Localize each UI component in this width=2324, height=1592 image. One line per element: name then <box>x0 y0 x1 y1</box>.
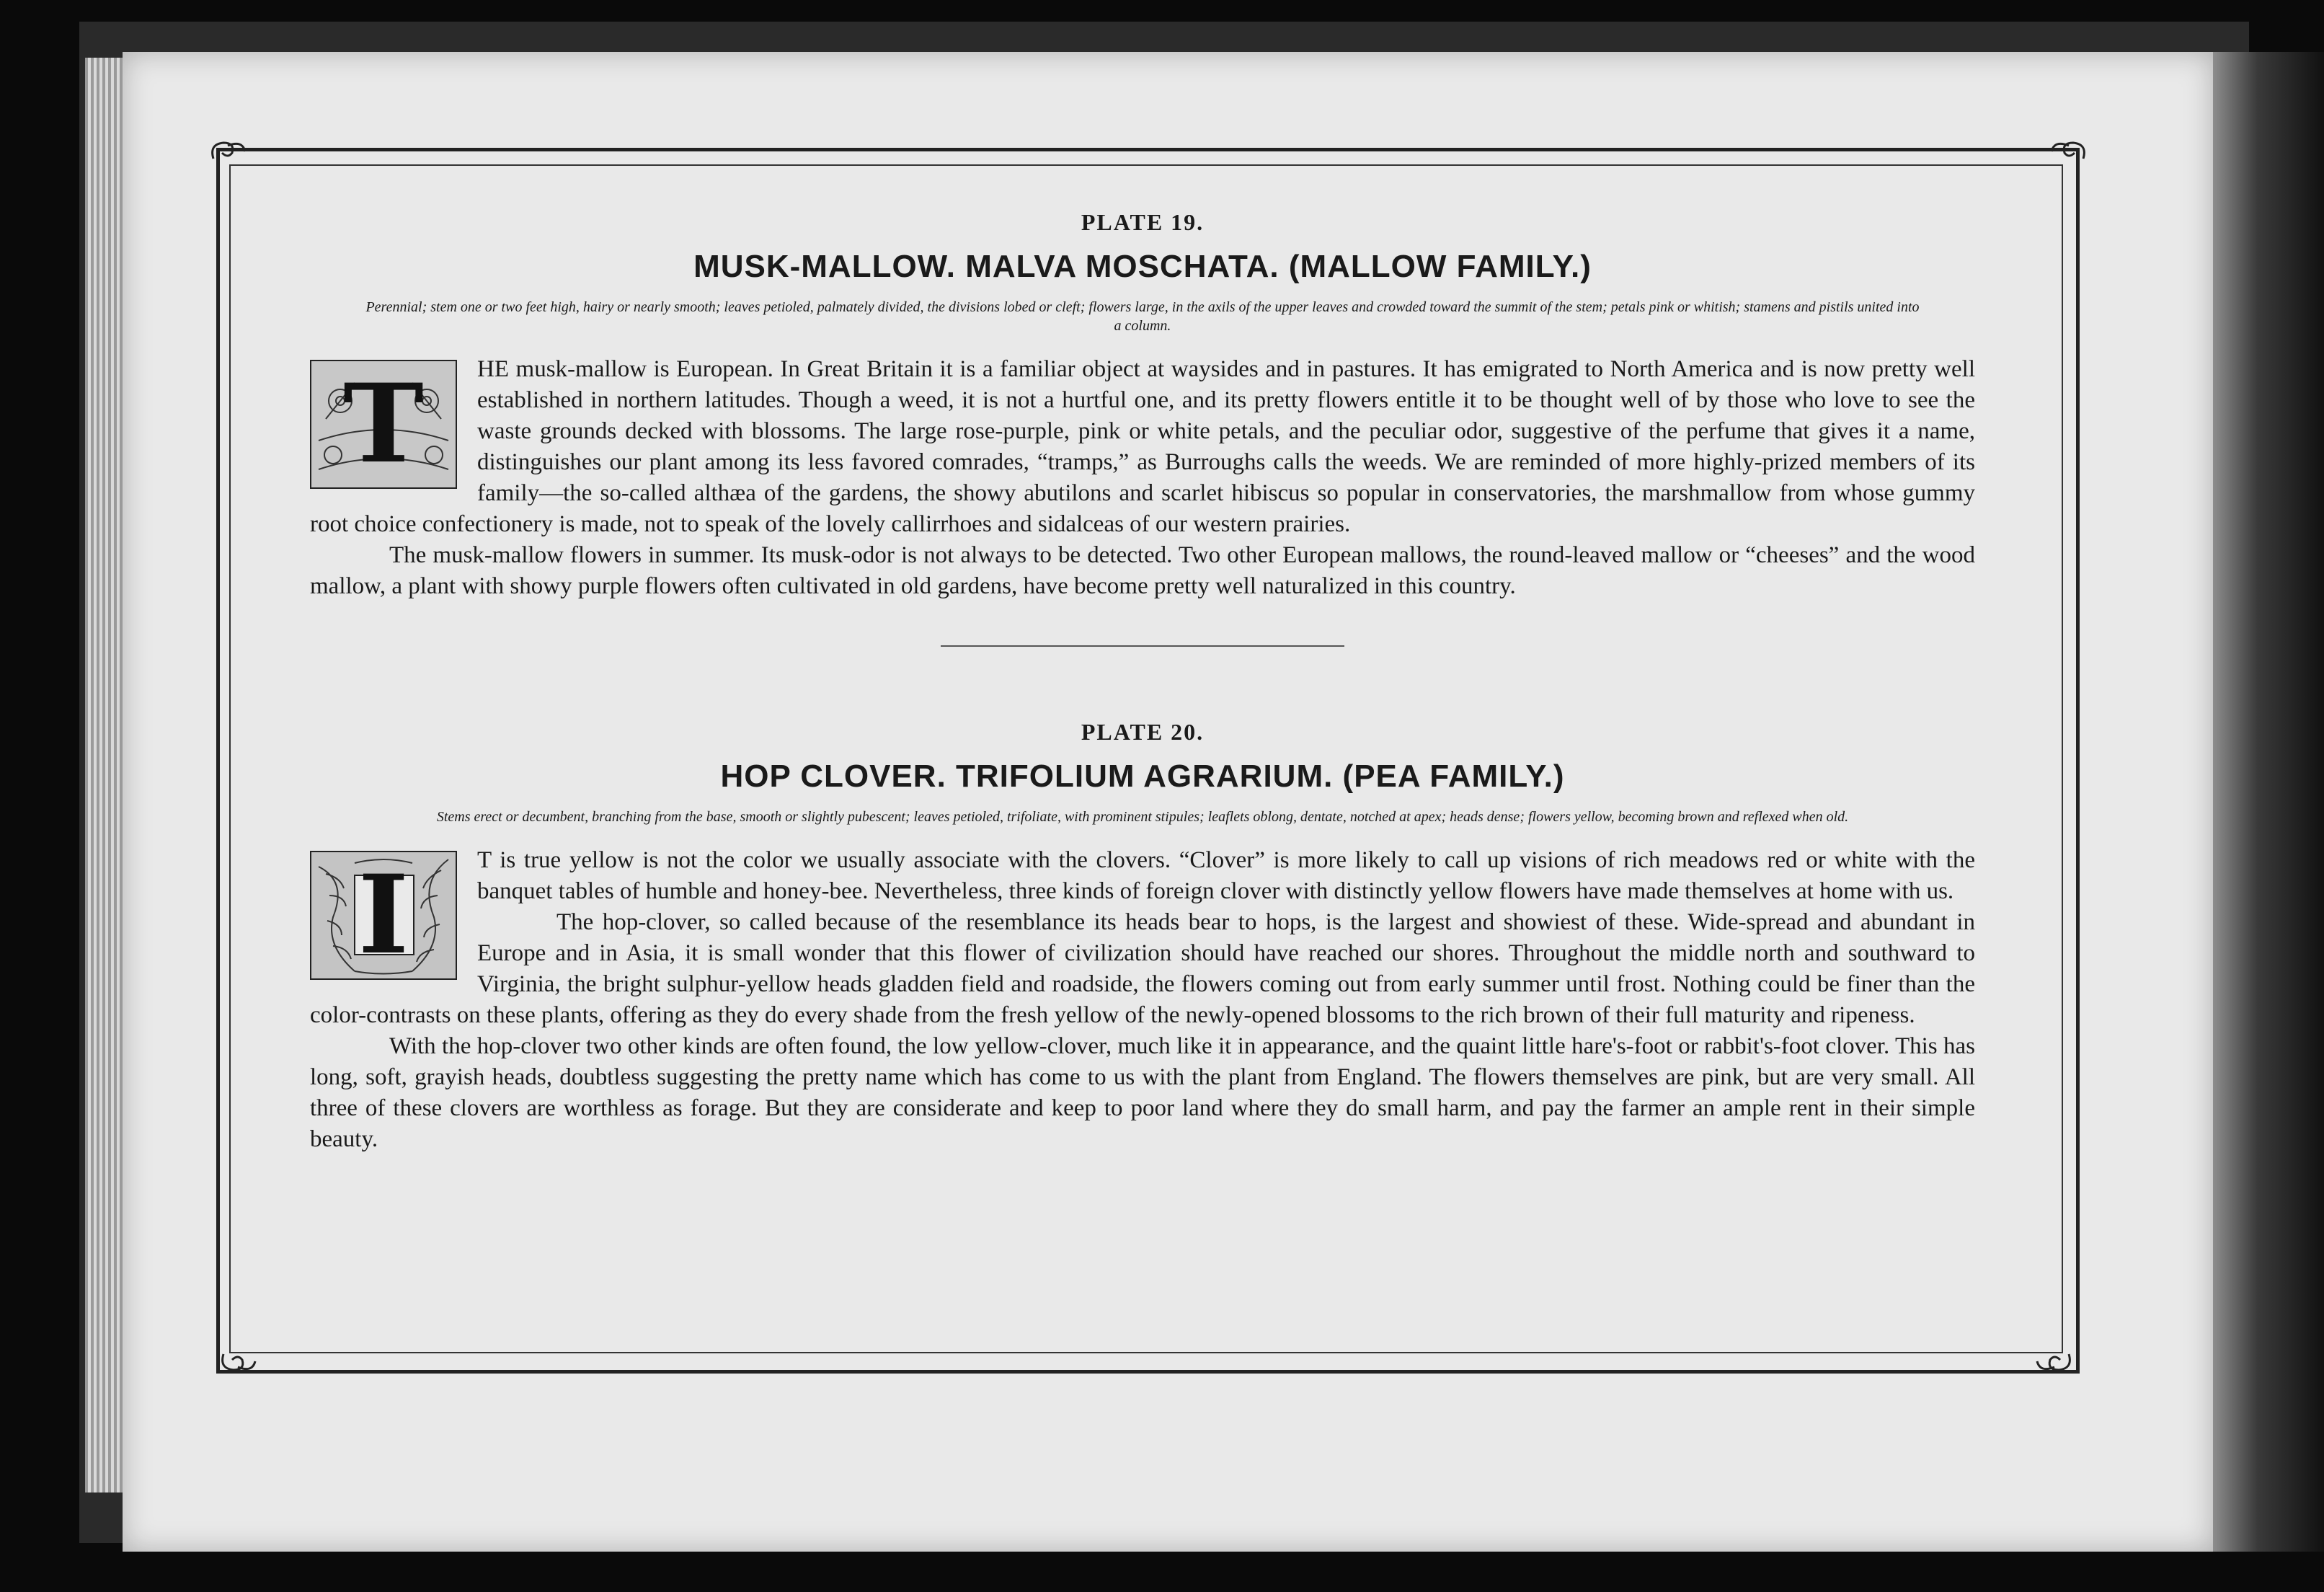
plate-title: HOP CLOVER. TRIFOLIUM AGRARIUM. (PEA FAMILY.) <box>720 759 1565 794</box>
paragraph: With the hop-clover two other kinds are often found, the low yellow-clover, much like it in appearance, and the quaint little hare's-foot or rabbit's-foot clover. This has long, soft, grayish heads, doubtless suggesting the pretty name which has come to us with the plant from England. The flowers themselves are pink, but are very small. All three of these clovers are worthless as forage. But they are considerate and keep to poor land where they do small harm, and pay the farmer an ample rent in their simple beauty. <box>310 1033 1975 1152</box>
plate-body <box>310 845 1975 1155</box>
page-content <box>310 209 1975 1155</box>
section-divider <box>941 645 1344 647</box>
paragraph: T is true yellow is not the color we usually associate with the clovers. “Clover” is more likely to call up visions of rich meadows red or white with the banquet tables of humble and honey-bee. Nevertheless, three kinds of foreign clover with distinctly yellow flowers have made themselves at home with us. <box>477 847 1975 904</box>
drop-cap-letter: T <box>343 361 424 487</box>
corner-flourish-icon <box>206 137 248 179</box>
paragraph: The musk-mallow flowers in summer. Its musk-odor is not always to be detected. Two other European mallows, the round-leaved mallow or “cheeses” and the wood mallow, a plant with showy purple flowers often cultivated in old gardens, have become pretty well naturalized in this country. <box>310 542 1975 599</box>
drop-cap-ornament <box>310 360 457 489</box>
book-gutter <box>2213 52 2324 1552</box>
plate-body <box>310 354 1975 602</box>
plate-title: MUSK-MALLOW. MALVA MOSCHATA. (MALLOW FAMILY.) <box>693 249 1592 284</box>
paragraph: The hop-clover, so called because of the resemblance its heads bear to hops, is the largest and showiest of these. Wide-spread and abundant in Europe and in Asia, it is small wonder that this flower of civilization should have reached our shores. Throughout the middle north and southward to Virginia, the bright sulphur-yellow heads gladden field and roadside, the flowers coming out from early summer until frost. Nothing could be finer than the color-contrasts on these plants, offering as they do every shade from the fresh yellow of the newly-opened blossoms to the rich brown of their full maturity and ripeness. <box>310 909 1975 1028</box>
botanical-description: Stems erect or decumbent, branching from the base, smooth or slightly pubescent; leaves petioled, trifoliate, with prominent stipules; leaflets oblong, dentate, notched at apex; heads dense; flowers yellow, becoming brown and reflexed when old. <box>436 809 1849 825</box>
botanical-description: Perennial; stem one or two feet high, hairy or nearly smooth; leaves petioled, palmately divided, the divisions lobed or cleft; flowers large, in the axils of the upper leaves and crowded toward the summit of the stem; petals pink or whitish; stamens and pistils united into a column. <box>365 299 1920 334</box>
plate-number: PLATE 20. <box>1081 719 1205 745</box>
paragraph: HE musk-mallow is European. In Great Britain it is a familiar object at waysides and in pastures. It has emigrated to North America and is now pretty well established in northern latitudes. Though a weed, it is not a hurtful one, and its pretty flowers entitle it to be thought well of by those who love to see the waste grounds decked with blossoms. The large rose-purple, pink or white petals, and the peculiar odor, suggestive of the perfume that gives it a name, distinguishes our plant among its less favored comrades, “tramps,” as Burroughs calls the weeds. We are reminded of more highly-prized members of its family—the so-called althæa of the gardens, the showy abutilons and scarlet hibiscus so popular in conservatories, the marshmallow from whose gummy root choice confectionery is made, not to speak of the lovely callirrhoes and sidalceas of our western prairies. <box>310 356 1975 537</box>
corner-flourish-icon <box>2049 137 2090 179</box>
plate-20-section <box>310 719 1975 1155</box>
corner-flourish-icon <box>216 1334 258 1376</box>
drop-cap-letter: I <box>358 852 409 978</box>
plate-19-section <box>310 209 1975 602</box>
corner-flourish-icon <box>2034 1334 2076 1376</box>
page-edges <box>85 58 128 1492</box>
plate-number: PLATE 19. <box>1081 209 1205 235</box>
drop-cap-ornament <box>310 851 457 980</box>
